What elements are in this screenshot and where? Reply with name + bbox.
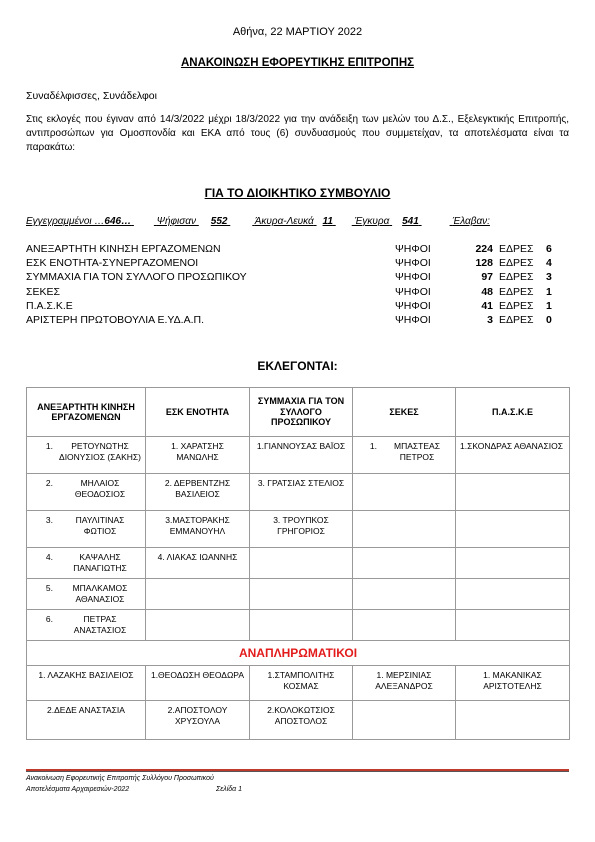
- column-header: ΣΕΚΕΣ: [353, 388, 456, 437]
- elected-cell: [146, 610, 250, 641]
- elected-cell: [456, 548, 570, 579]
- elected-cell: [146, 548, 250, 579]
- board-heading: ΓΙΑ ΤΟ ΔΙΟΙΚΗΤΙΚΟ ΣΥΜΒΟΥΛΙΟ: [204, 186, 391, 200]
- elected-name: ΡΕΤΟΥΝΩΤΗΣ ΔΙΟΝΥΣΙΟΣ (ΣΑΚΗΣ): [59, 441, 141, 462]
- elected-name: 4. ΛΙΑΚΑΣ ΙΩΑΝΝΗΣ: [157, 552, 238, 562]
- elected-row: [27, 511, 570, 548]
- alternate-cell: [456, 701, 570, 740]
- elected-name: 1. ΧΑΡΑΤΣΗΣ ΜΑΝΩΛΗΣ: [171, 441, 224, 462]
- alternate-name: 1. ΛΑΖΑΚΗΣ ΒΑΣΙΛΕΙΟΣ: [38, 670, 134, 680]
- greeting: Συναδέλφισσες, Συνάδελφοι: [26, 90, 157, 102]
- elected-name: [456, 474, 569, 478]
- elected-name: [146, 579, 249, 583]
- column-header: ΕΣΚ ΕΝΟΤΗΤΑ: [146, 388, 250, 437]
- elected-cell: [250, 610, 353, 641]
- blank-label: Άκυρα-Λευκά: [254, 216, 314, 227]
- elected-row: [27, 579, 570, 610]
- alternate-cell: [27, 666, 146, 701]
- votes-label: ΨΗΦΟΙ: [395, 257, 431, 270]
- column-header: ΣΥΜΜΑΧΙΑ ΓΙΑ ΤΟΝ ΣΥΛΛΟΓΟ ΠΡΟΣΩΠΙΚΟΥ: [250, 388, 353, 437]
- votes-value: 41: [481, 299, 493, 312]
- elected-cell: [27, 474, 146, 511]
- elected-name: ΠΑΥΛΙΤΙΝΑΣ ΦΩΤΙΟΣ: [75, 515, 125, 536]
- alternate-cell: [456, 666, 570, 701]
- seats-label: ΕΔΡΕΣ: [499, 299, 534, 312]
- alternate-cell: [146, 666, 250, 701]
- seats-label: ΕΔΡΕΣ: [499, 271, 534, 284]
- elected-cell: [27, 548, 146, 579]
- elected-cell: [250, 579, 353, 610]
- alternate-name: 1. ΜΑΚΑΝΙΚΑΣ ΑΡΙΣΤΟΤΕΛΗΣ: [483, 670, 542, 691]
- alternate-name: [456, 701, 569, 705]
- elected-number: 1.: [369, 441, 377, 451]
- elected-cell: [27, 579, 146, 610]
- seats-value: 3: [546, 271, 552, 284]
- registered-label: Εγγεγραμμένοι …: [26, 216, 105, 227]
- elected-cell: [353, 548, 456, 579]
- elected-cell: [456, 437, 570, 474]
- alternate-name: 2.ΑΠΟΣΤΟΛΟΥ ΧΡΥΣΟΥΛΑ: [167, 705, 228, 726]
- alternate-cell: [146, 701, 250, 740]
- elected-row: [27, 610, 570, 641]
- result-row: [26, 314, 569, 328]
- document-title: ΑΝΑΚΟΙΝΩΣΗ ΕΦΟΡΕΥΤΙΚΗΣ ΕΠΙΤΡΟΠΗΣ: [180, 57, 415, 69]
- elected-cell: [250, 474, 353, 511]
- elected-name: [250, 548, 352, 552]
- alternate-row: [27, 666, 570, 701]
- result-row: [26, 243, 569, 257]
- seats-value: 1: [546, 285, 552, 298]
- elected-name: ΠΕΤΡΑΣ ΑΝΑΣΤΑΣΙΟΣ: [73, 614, 127, 635]
- document-date: Αθήνα, 22 ΜΑΡΤΙΟΥ 2022: [232, 26, 363, 38]
- elected-number: 4.: [45, 552, 53, 562]
- column-header: Π.Α.Σ.Κ.Ε: [456, 388, 570, 437]
- elected-cell: [456, 610, 570, 641]
- elected-cell: [27, 437, 146, 474]
- elected-cell: [456, 579, 570, 610]
- result-row: [26, 271, 569, 285]
- footer-page: Σελίδα 1: [216, 786, 242, 793]
- blank-value: 11: [322, 216, 333, 227]
- alternate-cell: [353, 701, 456, 740]
- seats-value: 4: [546, 257, 552, 270]
- elected-number: 3.: [45, 515, 53, 525]
- alternate-name: 1. ΜΕΡΣΙΝΙΑΣ ΑΛΕΞΑΝΔΡΟΣ: [375, 670, 433, 691]
- received-label: Έλαβαν:: [452, 216, 490, 227]
- elected-cell: [27, 511, 146, 548]
- elected-cell: [353, 437, 456, 474]
- votes-value: 97: [481, 271, 493, 284]
- elected-cell: [146, 579, 250, 610]
- elected-cell: [146, 511, 250, 548]
- elected-number: 1.: [45, 441, 53, 451]
- alternate-name: 2.ΔΕΔΕ ΑΝΑΣΤΑΣΙΑ: [47, 705, 125, 715]
- seats-label: ΕΔΡΕΣ: [499, 314, 534, 326]
- registered-value: 646…: [104, 216, 132, 227]
- party-name: ΣΕΚΕΣ: [26, 285, 60, 298]
- voted-label: Ψήφισαν: [156, 216, 197, 227]
- elected-name: 3.ΜΑΣΤΟΡΑΚΗΣ ΕΜΜΑΝΟΥΗΛ: [165, 515, 230, 536]
- elected-row: [27, 437, 570, 474]
- footer-line-2: Αποτελέσματα Αρχαιρεσιών-2022: [26, 786, 130, 793]
- votes-value: 48: [481, 285, 493, 298]
- party-name: ΑΡΙΣΤΕΡΗ ΠΡΩΤΟΒΟΥΛΙΑ Ε.ΥΔ.Α.Π.: [26, 314, 204, 326]
- elected-name: ΜΗΛΑΙΟΣ ΘΕΟΔΟΣΙΟΣ: [74, 478, 126, 499]
- elected-cell: [250, 511, 353, 548]
- votes-label: ΨΗΦΟΙ: [395, 243, 431, 255]
- elected-name: [456, 511, 569, 515]
- valid-value: 541: [402, 216, 419, 227]
- elected-cell: [250, 548, 353, 579]
- party-name: Π.Α.Σ.Κ.Ε: [26, 299, 73, 312]
- elected-name: [146, 610, 249, 614]
- seats-label: ΕΔΡΕΣ: [499, 243, 534, 255]
- elected-number: 2.: [45, 478, 53, 488]
- seats-label: ΕΔΡΕΣ: [499, 257, 534, 270]
- votes-label: ΨΗΦΟΙ: [395, 271, 431, 284]
- elected-name: 3. ΓΡΑΤΣΙΑΣ ΣΤΕΛΙΟΣ: [257, 478, 345, 488]
- footer-rule: [26, 769, 569, 772]
- elected-cell: [353, 610, 456, 641]
- result-row: [26, 286, 569, 300]
- vote-statistics: [26, 216, 569, 227]
- alternate-cell: [27, 701, 146, 740]
- elected-number: 6.: [45, 614, 53, 624]
- party-name: ΣΥΜΜΑΧΙΑ ΓΙΑ ΤΟΝ ΣΥΛΛΟΓΟ ΠΡΟΣΩΠΙΚΟΥ: [26, 271, 247, 284]
- alternate-name: 2.ΚΟΛΟΚΩΤΣΙΟΣ ΑΠΟΣΤΟΛΟΣ: [267, 705, 335, 726]
- seats-label: ΕΔΡΕΣ: [499, 285, 534, 298]
- elected-name: [456, 579, 569, 583]
- elected-name: 2. ΔΕΡΒΕΝΤΖΗΣ ΒΑΣΙΛΕΙΟΣ: [164, 478, 231, 499]
- alternates-heading: ΑΝΑΠΛΗΡΩΜΑΤΙΚΟΙ: [27, 641, 570, 666]
- party-name: ΑΝΕΞΑΡΤΗΤΗ ΚΙΝΗΣΗ ΕΡΓΑΖΟΜΕΝΩΝ: [26, 243, 221, 255]
- elected-name: [250, 579, 352, 583]
- elected-number: 5.: [45, 583, 53, 593]
- elected-name: [250, 610, 352, 614]
- seats-value: 1: [546, 299, 552, 312]
- elected-name: ΜΠΑΛΚΑΜΟΣ ΑΘΑΝΑΣΙΟΣ: [72, 583, 128, 604]
- result-row: [26, 257, 569, 271]
- elected-cell: [146, 474, 250, 511]
- elected-name: 1.ΓΙΑΝΝΟΥΣΑΣ ΒΑΪΟΣ: [256, 441, 346, 451]
- elected-cell: [456, 511, 570, 548]
- elected-cell: [456, 474, 570, 511]
- votes-value: 128: [475, 257, 493, 270]
- elected-name: [456, 610, 569, 614]
- elected-name: ΚΑΨΑΛΗΣ ΠΑΝΑΓΙΩΤΗΣ: [73, 552, 127, 573]
- result-row: [26, 300, 569, 314]
- seats-value: 0: [546, 314, 552, 326]
- alternate-cell: [353, 666, 456, 701]
- elected-cell: [353, 474, 456, 511]
- elected-table: [26, 387, 570, 740]
- footer-line-1: Ανακοίνωση Εφορευτικής Επιτροπής Συλλόγου Προσωπικού: [26, 775, 214, 782]
- voted-value: 552: [210, 216, 228, 227]
- elected-cell: [353, 579, 456, 610]
- votes-label: ΨΗΦΟΙ: [395, 299, 431, 312]
- votes-value: 224: [475, 243, 493, 255]
- elected-name: [456, 548, 569, 552]
- alternate-name: 1.ΣΤΑΜΠΟΛΙΤΗΣ ΚΟΣΜΑΣ: [267, 670, 335, 691]
- elected-name: 1.ΣΚΟΝΔΡΑΣ ΑΘΑΝΑΣΙΟΣ: [460, 441, 563, 451]
- elected-name: ΜΠΑΣΤΕΑΣ ΠΕΤΡΟΣ: [394, 441, 440, 462]
- votes-label: ΨΗΦΟΙ: [395, 314, 431, 326]
- alternate-name: 1.ΘΕΟΔΩΣΗ ΘΕΟΔΩΡΑ: [150, 670, 245, 680]
- elected-row: [27, 548, 570, 579]
- alternate-row: [27, 701, 570, 740]
- seats-value: 6: [546, 243, 552, 255]
- votes-value: 3: [487, 314, 493, 326]
- alternate-name: [353, 701, 455, 705]
- elected-row: [27, 474, 570, 511]
- elected-cell: [146, 437, 250, 474]
- elected-cell: [250, 437, 353, 474]
- intro-paragraph: Στις εκλογές που έγιναν από 14/3/2022 μέχρι 18/3/2022 για την ανάδειξη των μελών του Δ.Σ., Εξελεγκτικής Επιτροπής, αντιπροσώπων για Ομοσπονδία και ΕΚΑ από τους (6) συνδυασμούς που συμμετείχαν, τα αποτελέσματα είναι τα παρακάτω:: [26, 114, 569, 153]
- elected-cell: [353, 511, 456, 548]
- alternate-cell: [250, 666, 353, 701]
- party-name: ΕΣΚ ΕΝΟΤΗΤΑ-ΣΥΝΕΡΓΑΖΟΜΕΝΟΙ: [26, 257, 199, 270]
- votes-label: ΨΗΦΟΙ: [395, 285, 431, 298]
- alternate-cell: [250, 701, 353, 740]
- elected-name: 3. ΤΡΟΥΠΚΟΣ ΓΡΗΓΟΡΙΟΣ: [273, 515, 329, 536]
- elected-heading: ΕΚΛΕΓΟΝΤΑΙ:: [257, 359, 338, 373]
- elected-cell: [27, 610, 146, 641]
- valid-label: Έγκυρα: [354, 216, 390, 227]
- column-header: ΑΝΕΞΑΡΤΗΤΗ ΚΙΝΗΣΗ ΕΡΓΑΖΟΜΕΝΩΝ: [27, 388, 146, 437]
